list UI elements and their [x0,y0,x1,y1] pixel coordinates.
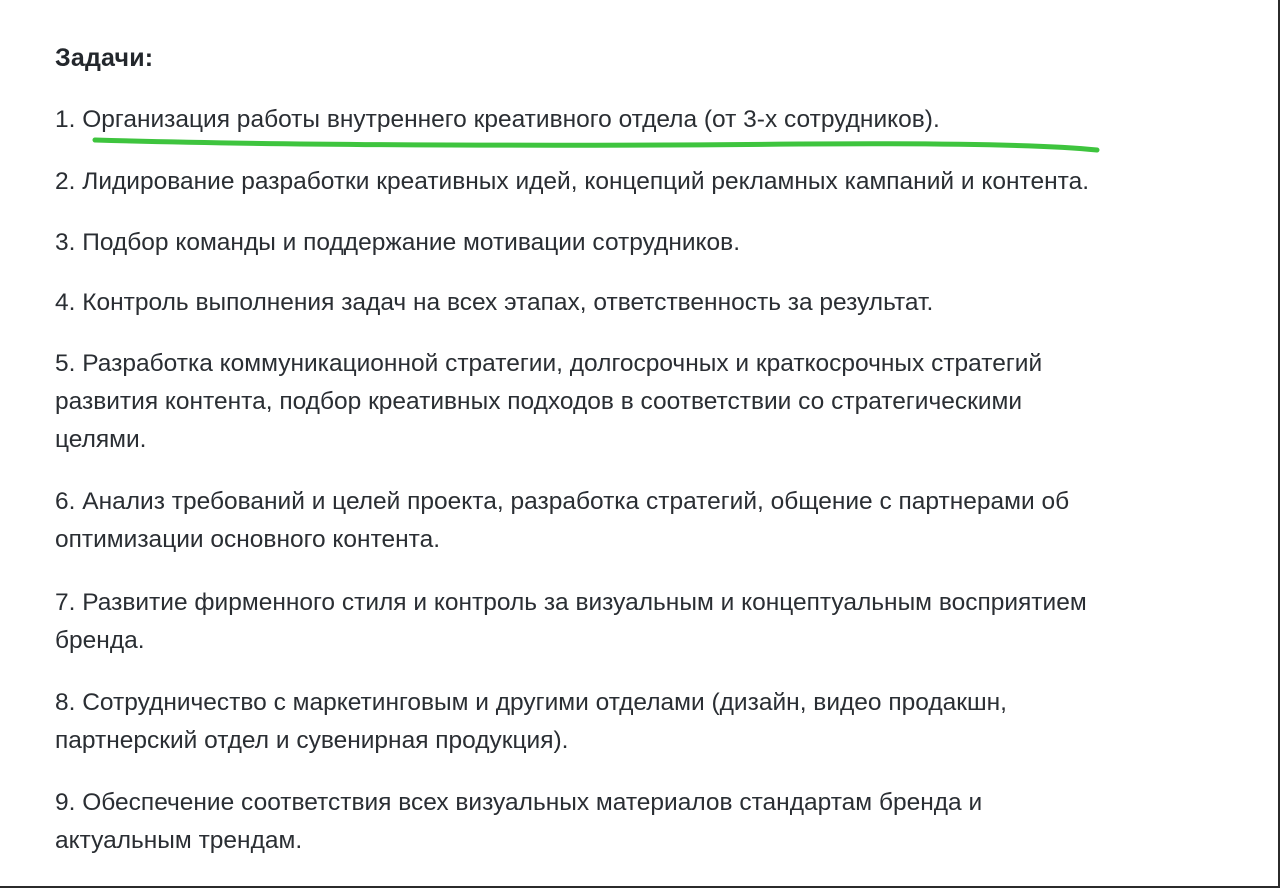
list-item-line: 2. Лидирование разработки креативных идей, концепций рекламных кампаний и контента. [55,168,1090,195]
list-item-3 [55,224,1250,262]
list-item-5 [55,345,1250,459]
list-item-4 [55,284,1250,322]
list-item-line: оптимизации основного контента. [55,526,441,553]
list-item-9 [55,784,1250,860]
list-item-line: 8. Сотрудничество с маркетинговым и другими отделами (дизайн, видео продакшн, [55,689,1007,716]
list-item-6 [55,483,1250,559]
list-item-8 [55,684,1250,760]
list-item-line: партнерский отдел и сувенирная продукция). [55,727,569,754]
list-item-line: 3. Подбор команды и поддержание мотивации сотрудников. [55,229,740,256]
list-item-line: актуальным трендам. [55,827,303,854]
list-item-line: 1. Организация работы внутреннего креативного отдела (от 3-х сотрудников). [55,106,940,133]
section-heading: Задачи: [55,44,154,72]
list-item-line: 7. Развитие фирменного стиля и контроль за визуальным и концептуальным восприятием [55,589,1087,616]
list-item-line: 5. Разработка коммуникационной стратегии, долгосрочных и краткосрочных стратегий [55,350,1043,377]
list-item-2 [55,163,1250,201]
list-item-line: 9. Обеспечение соответствия всех визуальных материалов стандартам бренда и [55,789,983,816]
list-item-line: целями. [55,426,147,453]
list-item-7 [55,584,1250,660]
list-item-line: развития контента, подбор креативных подходов в соответствии со стратегическими [55,388,1023,415]
list-item-line: 4. Контроль выполнения задач на всех этапах, ответственность за результат. [55,289,934,316]
list-item-line: бренда. [55,627,145,654]
list-item-1 [55,101,1250,139]
list-item-line: 6. Анализ требований и целей проекта, разработка стратегий, общение с партнерами об [55,488,1070,515]
